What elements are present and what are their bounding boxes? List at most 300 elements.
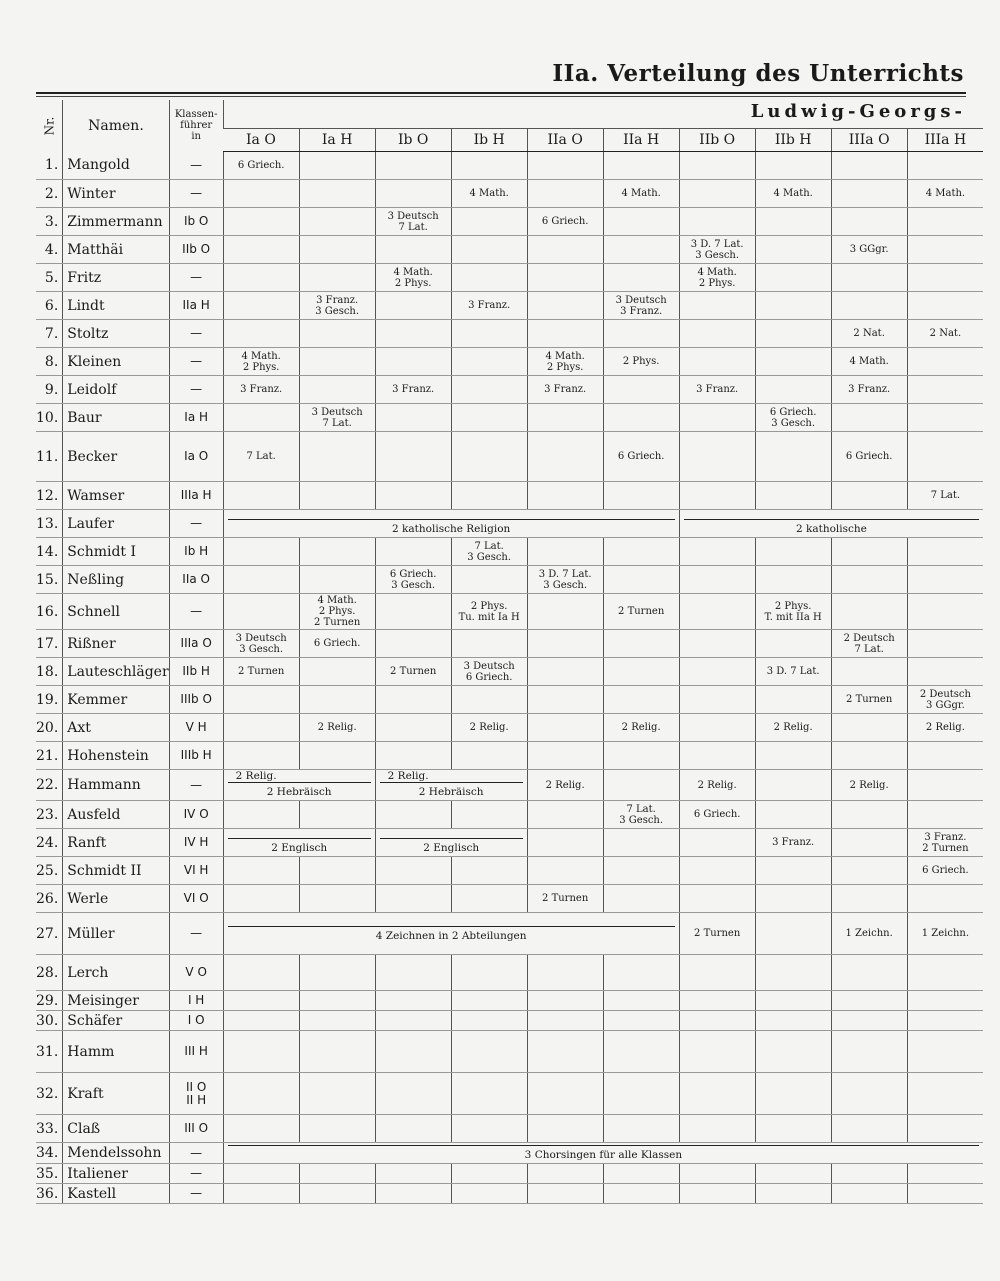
cell xyxy=(451,1115,527,1143)
cell xyxy=(755,566,831,594)
header-class-iia-h: IIa H xyxy=(603,129,679,152)
cell xyxy=(831,714,907,742)
cell xyxy=(679,1115,755,1143)
cell: 3 Deutsch 7 Lat. xyxy=(375,208,451,236)
cell xyxy=(527,857,603,885)
cell xyxy=(755,1184,831,1204)
klassenfuehrer-value: III O xyxy=(169,1115,223,1143)
cell xyxy=(299,1011,375,1031)
cell xyxy=(831,292,907,320)
cell xyxy=(907,236,983,264)
row-number: 19. xyxy=(36,686,63,714)
table-row xyxy=(36,1073,983,1115)
cell: 2 Turnen xyxy=(223,658,299,686)
row-number: 28. xyxy=(36,955,63,991)
cell xyxy=(299,885,375,913)
cell xyxy=(375,236,451,264)
cell xyxy=(831,857,907,885)
cell xyxy=(603,857,679,885)
table-row xyxy=(36,658,983,686)
cell xyxy=(907,801,983,829)
teacher-name: Axt xyxy=(63,714,169,742)
cell xyxy=(755,991,831,1011)
cell xyxy=(907,1073,983,1115)
cell xyxy=(907,630,983,658)
header-school-span xyxy=(223,100,983,129)
table-row xyxy=(36,510,983,538)
teacher-name: Schnell xyxy=(63,594,169,630)
cell xyxy=(299,236,375,264)
teacher-name: Stoltz xyxy=(63,320,169,348)
cell xyxy=(375,1031,451,1073)
cell: 7 Lat. 3 Gesch. xyxy=(603,801,679,829)
cell xyxy=(223,1073,299,1115)
cell xyxy=(375,594,451,630)
cell xyxy=(831,955,907,991)
klassenfuehrer-value: — xyxy=(169,594,223,630)
cell: 3 Franz. xyxy=(451,292,527,320)
cell xyxy=(831,1184,907,1204)
cell xyxy=(451,566,527,594)
cell xyxy=(223,1115,299,1143)
cell xyxy=(755,482,831,510)
span-cell xyxy=(375,770,527,801)
cell xyxy=(451,482,527,510)
teacher-name: Kemmer xyxy=(63,686,169,714)
cell xyxy=(299,566,375,594)
table-row xyxy=(36,538,983,566)
teacher-name: Ausfeld xyxy=(63,801,169,829)
cell xyxy=(603,152,679,180)
cell xyxy=(451,432,527,482)
cell: 2 Relig. xyxy=(755,714,831,742)
cell: 2 Relig. xyxy=(451,714,527,742)
cell xyxy=(451,955,527,991)
table-row xyxy=(36,1031,983,1073)
title-rule xyxy=(36,92,966,94)
klassenfuehrer-value: — xyxy=(169,152,223,180)
klassenfuehrer-value: V O xyxy=(169,955,223,991)
cell xyxy=(603,1031,679,1073)
cell xyxy=(679,686,755,714)
cell: 6 Griech. xyxy=(831,432,907,482)
row-number: 7. xyxy=(36,320,63,348)
table-row xyxy=(36,1184,983,1204)
cell xyxy=(603,658,679,686)
cell xyxy=(299,955,375,991)
cell xyxy=(679,180,755,208)
cell: 1 Zeichn. xyxy=(831,913,907,955)
cell xyxy=(527,1164,603,1184)
cell xyxy=(603,742,679,770)
klassenfuehrer-value: — xyxy=(169,264,223,292)
cell xyxy=(451,857,527,885)
cell xyxy=(755,292,831,320)
header-class-ib-h: Ib H xyxy=(451,129,527,152)
table-row xyxy=(36,292,983,320)
cell: 4 Math. 2 Phys. 2 Turnen xyxy=(299,594,375,630)
klassenfuehrer-value: II O II H xyxy=(169,1073,223,1115)
cell: 3 Franz. 3 Gesch. xyxy=(299,292,375,320)
cell: 2 Phys. Tu. mit Ia H xyxy=(451,594,527,630)
cell xyxy=(527,1011,603,1031)
row-number: 8. xyxy=(36,348,63,376)
cell xyxy=(527,1073,603,1115)
cell xyxy=(375,404,451,432)
header-class-iib-h: IIb H xyxy=(755,129,831,152)
cell xyxy=(755,152,831,180)
klassenfuehrer-value: IIa H xyxy=(169,292,223,320)
cell xyxy=(831,594,907,630)
cell xyxy=(907,1115,983,1143)
cell xyxy=(299,152,375,180)
cell xyxy=(223,264,299,292)
cell: 2 Relig. xyxy=(831,770,907,801)
cell xyxy=(375,1164,451,1184)
cell xyxy=(755,538,831,566)
row-number: 11. xyxy=(36,432,63,482)
cell xyxy=(375,482,451,510)
cell: 3 Franz. xyxy=(223,376,299,404)
teacher-name: Schmidt II xyxy=(63,857,169,885)
cell: 1 Zeichn. xyxy=(907,913,983,955)
table-row xyxy=(36,180,983,208)
cell xyxy=(831,991,907,1011)
klassenfuehrer-value: Ib O xyxy=(169,208,223,236)
cell: 6 Griech. xyxy=(223,152,299,180)
cell xyxy=(831,482,907,510)
cell xyxy=(299,1164,375,1184)
table-row xyxy=(36,1143,983,1164)
teacher-name: Lauteschläger xyxy=(63,658,169,686)
cell xyxy=(299,857,375,885)
cell: 4 Math. xyxy=(603,180,679,208)
cell xyxy=(299,208,375,236)
row-number: 18. xyxy=(36,658,63,686)
cell xyxy=(755,1164,831,1184)
row-number: 23. xyxy=(36,801,63,829)
cell: 4 Math. 2 Phys. xyxy=(223,348,299,376)
cell xyxy=(451,236,527,264)
cell xyxy=(831,180,907,208)
cell xyxy=(223,594,299,630)
klassenfuehrer-value: VI O xyxy=(169,885,223,913)
cell-text: 2 Relig. xyxy=(235,770,277,782)
span-text: 2 katholische Religion xyxy=(228,519,675,535)
cell: 2 Turnen xyxy=(375,658,451,686)
klassenfuehrer-value: — xyxy=(169,1143,223,1164)
cell xyxy=(679,1184,755,1204)
teacher-name: Baur xyxy=(63,404,169,432)
cell xyxy=(679,594,755,630)
cell xyxy=(679,1011,755,1031)
cell xyxy=(527,538,603,566)
cell xyxy=(755,376,831,404)
span-cell xyxy=(375,829,527,857)
cell: 3 Franz. xyxy=(831,376,907,404)
span-text: 2 katholische xyxy=(684,519,980,535)
cell xyxy=(755,432,831,482)
cell xyxy=(451,885,527,913)
cell xyxy=(907,1184,983,1204)
cell xyxy=(755,236,831,264)
cell xyxy=(223,180,299,208)
row-number: 16. xyxy=(36,594,63,630)
cell xyxy=(755,320,831,348)
cell xyxy=(223,236,299,264)
cell xyxy=(679,955,755,991)
table-row xyxy=(36,208,983,236)
cell xyxy=(755,770,831,801)
cell xyxy=(375,742,451,770)
klassenfuehrer-value: — xyxy=(169,180,223,208)
klassenfuehrer-value: — xyxy=(169,1184,223,1204)
cell xyxy=(451,686,527,714)
cell xyxy=(679,829,755,857)
cell: 3 Deutsch 6 Griech. xyxy=(451,658,527,686)
cell xyxy=(603,1184,679,1204)
cell xyxy=(907,566,983,594)
header-class-iia-o: IIa O xyxy=(527,129,603,152)
school-name: Ludwig-Georgs- xyxy=(750,101,966,122)
cell xyxy=(527,1115,603,1143)
row-number: 15. xyxy=(36,566,63,594)
table-row xyxy=(36,742,983,770)
table-row xyxy=(36,686,983,714)
cell: 2 Nat. xyxy=(831,320,907,348)
cell xyxy=(223,208,299,236)
teacher-name: Neßling xyxy=(63,566,169,594)
cell: 3 Deutsch 3 Franz. xyxy=(603,292,679,320)
span-text: 4 Zeichnen in 2 Abteilungen xyxy=(228,926,675,942)
klassenfuehrer-value: IIb H xyxy=(169,658,223,686)
span-cell xyxy=(223,829,375,857)
table-row xyxy=(36,991,983,1011)
cell xyxy=(679,348,755,376)
cell xyxy=(527,432,603,482)
cell xyxy=(907,152,983,180)
cell xyxy=(831,1115,907,1143)
teacher-name: Hammann xyxy=(63,770,169,801)
klassenfuehrer-value: IV H xyxy=(169,829,223,857)
cell xyxy=(299,991,375,1011)
cell xyxy=(527,594,603,630)
teacher-name: Wamser xyxy=(63,482,169,510)
cell: 2 Turnen xyxy=(679,913,755,955)
cell xyxy=(679,538,755,566)
cell xyxy=(451,991,527,1011)
header-class-ia-h: Ia H xyxy=(299,129,375,152)
cell: 7 Lat. xyxy=(907,482,983,510)
row-number: 13. xyxy=(36,510,63,538)
span-text: 2 Hebräisch xyxy=(380,782,523,798)
cell xyxy=(223,292,299,320)
table-row xyxy=(36,857,983,885)
cell xyxy=(299,482,375,510)
cell xyxy=(755,264,831,292)
klassenfuehrer-value: — xyxy=(169,770,223,801)
cell xyxy=(223,1164,299,1184)
cell xyxy=(299,742,375,770)
cell xyxy=(679,991,755,1011)
span-text: 3 Chorsingen für alle Klassen xyxy=(228,1145,980,1161)
cell xyxy=(451,742,527,770)
cell: 3 D. 7 Lat. xyxy=(755,658,831,686)
cell xyxy=(603,955,679,991)
cell xyxy=(831,152,907,180)
cell: 2 Relig. xyxy=(679,770,755,801)
klassenfuehrer-value: Ia H xyxy=(169,404,223,432)
cell xyxy=(755,1031,831,1073)
cell: 3 Franz. 2 Turnen xyxy=(907,829,983,857)
table-row xyxy=(36,885,983,913)
cell xyxy=(451,1073,527,1115)
cell xyxy=(223,482,299,510)
cell xyxy=(299,1184,375,1204)
table-row xyxy=(36,566,983,594)
cell xyxy=(527,1184,603,1204)
span-cell xyxy=(223,913,679,955)
row-number: 24. xyxy=(36,829,63,857)
cell xyxy=(907,432,983,482)
cell: 3 Deutsch 3 Gesch. xyxy=(223,630,299,658)
cell xyxy=(755,1073,831,1115)
cell xyxy=(679,1164,755,1184)
row-number: 12. xyxy=(36,482,63,510)
teacher-name: Claß xyxy=(63,1115,169,1143)
cell xyxy=(603,264,679,292)
cell: 4 Math. 2 Phys. xyxy=(375,264,451,292)
cell xyxy=(451,208,527,236)
cell xyxy=(603,482,679,510)
cell xyxy=(223,320,299,348)
cell xyxy=(831,538,907,566)
table-row xyxy=(36,770,983,801)
row-number: 29. xyxy=(36,991,63,1011)
klassenfuehrer-value: VI H xyxy=(169,857,223,885)
cell xyxy=(603,1073,679,1115)
klassenfuehrer-value: III H xyxy=(169,1031,223,1073)
table-row xyxy=(36,376,983,404)
cell xyxy=(451,348,527,376)
cell xyxy=(375,292,451,320)
cell: 2 Phys. T. mit IIa H xyxy=(755,594,831,630)
cell: 2 Deutsch 3 GGgr. xyxy=(907,686,983,714)
table-row xyxy=(36,829,983,857)
row-number: 31. xyxy=(36,1031,63,1073)
table-row xyxy=(36,236,983,264)
header-klassenfuehrer: Klassen- führer in xyxy=(169,100,223,152)
klassenfuehrer-value: IV O xyxy=(169,801,223,829)
table-row xyxy=(36,348,983,376)
klassenfuehrer-value: V H xyxy=(169,714,223,742)
cell xyxy=(603,538,679,566)
cell xyxy=(603,208,679,236)
cell xyxy=(907,1031,983,1073)
klassenfuehrer-value: — xyxy=(169,510,223,538)
cell: 4 Math. xyxy=(831,348,907,376)
cell xyxy=(831,566,907,594)
cell xyxy=(755,742,831,770)
table-row xyxy=(36,1115,983,1143)
cell xyxy=(907,658,983,686)
cell: 7 Lat. 3 Gesch. xyxy=(451,538,527,566)
cell xyxy=(527,152,603,180)
teacher-name: Becker xyxy=(63,432,169,482)
row-number: 34. xyxy=(36,1143,63,1164)
klassenfuehrer-value: IIa O xyxy=(169,566,223,594)
cell xyxy=(527,991,603,1011)
cell xyxy=(679,857,755,885)
teacher-name: Müller xyxy=(63,913,169,955)
cell xyxy=(223,1011,299,1031)
cell xyxy=(831,1164,907,1184)
cell xyxy=(603,376,679,404)
span-cell xyxy=(223,510,679,538)
cell xyxy=(679,885,755,913)
cell xyxy=(755,1011,831,1031)
cell: 4 Math. xyxy=(755,180,831,208)
row-number: 3. xyxy=(36,208,63,236)
row-number: 4. xyxy=(36,236,63,264)
page-title: IIa. Verteilung des Unterrichts xyxy=(552,60,964,87)
cell xyxy=(679,714,755,742)
table-row xyxy=(36,801,983,829)
cell: 2 Turnen xyxy=(527,885,603,913)
cell xyxy=(223,991,299,1011)
cell xyxy=(375,348,451,376)
teacher-name: Kastell xyxy=(63,1184,169,1204)
cell xyxy=(223,801,299,829)
klassenfuehrer-value: IIIa O xyxy=(169,630,223,658)
cell xyxy=(299,801,375,829)
cell xyxy=(375,1115,451,1143)
cell xyxy=(223,566,299,594)
header-class-ia-o: Ia O xyxy=(223,129,299,152)
cell xyxy=(223,955,299,991)
cell xyxy=(375,630,451,658)
cell xyxy=(831,1073,907,1115)
row-number: 32. xyxy=(36,1073,63,1115)
table-row xyxy=(36,714,983,742)
cell xyxy=(451,1184,527,1204)
cell xyxy=(907,208,983,236)
cell xyxy=(907,742,983,770)
cell xyxy=(527,630,603,658)
cell xyxy=(223,538,299,566)
cell xyxy=(907,991,983,1011)
cell xyxy=(603,885,679,913)
cell xyxy=(299,658,375,686)
cell xyxy=(375,320,451,348)
cell: 2 Turnen xyxy=(603,594,679,630)
cell xyxy=(831,208,907,236)
cell xyxy=(907,1011,983,1031)
cell xyxy=(527,292,603,320)
cell xyxy=(299,180,375,208)
table-row xyxy=(36,630,983,658)
cell xyxy=(527,955,603,991)
cell xyxy=(451,1031,527,1073)
cell: 4 Math. xyxy=(907,180,983,208)
header-class-iib-o: IIb O xyxy=(679,129,755,152)
cell: 2 Relig. xyxy=(603,714,679,742)
cell: 3 Deutsch 7 Lat. xyxy=(299,404,375,432)
cell xyxy=(527,801,603,829)
header-nr-label: Nr. xyxy=(42,116,57,136)
teacher-name: Hohenstein xyxy=(63,742,169,770)
row-number: 22. xyxy=(36,770,63,801)
